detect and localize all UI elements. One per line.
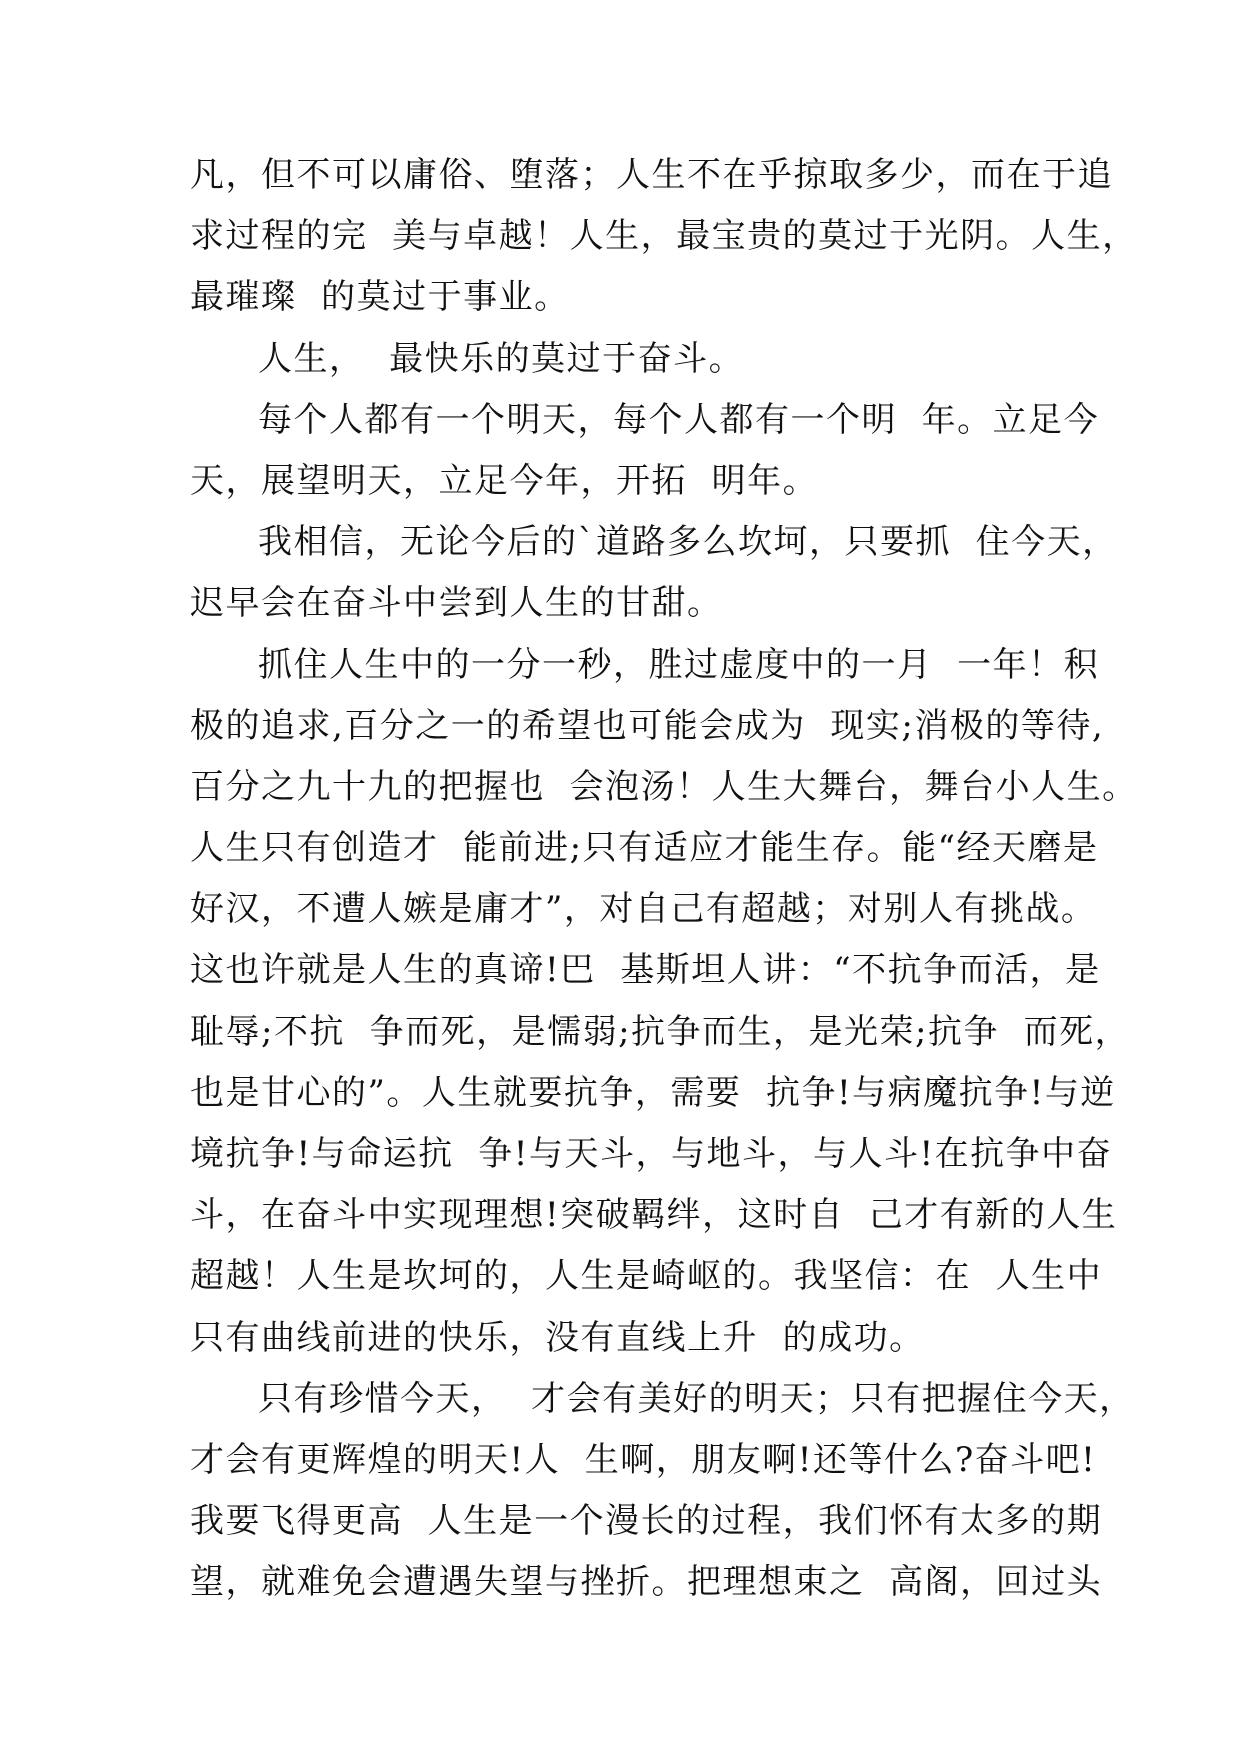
text-line: 凡，但不可以庸俗、堕落；人生不在乎掠取多少，而在于追 xyxy=(190,155,1113,195)
text-line: 斗，在奋斗中实现理想!突破羁绊，这时自 己才有新的人生 xyxy=(190,1195,1118,1236)
text-line: 天，展望明天，立足今年，开拓 明年。 xyxy=(190,460,819,501)
text-line: 耻辱;不抗 争而死，是懦弱;抗争而生，是光荣;抗争 而死， xyxy=(190,1011,1131,1052)
text-line: 只有曲线前进的快乐，没有直线上升 的成功。 xyxy=(190,1317,925,1358)
paragraph-first-line: 我相信，无论今后的`道路多么坎坷，只要抓 住今天， xyxy=(258,522,1118,563)
text-line: 这也许就是人生的真谛!巴 基斯坦人讲：“不抗争而活，是 xyxy=(190,950,1101,991)
document-body xyxy=(190,145,1138,1614)
text-line: 百分之九十九的把握也 会泡汤！人生大舞台，舞台小人生。 xyxy=(190,766,1138,807)
paragraph-first-line: 每个人都有一个明天，每个人都有一个明 年。立足今 xyxy=(258,399,1100,440)
text-line: 迟早会在奋斗中尝到人生的甘甜。 xyxy=(190,583,723,624)
text-line: 也是甘心的”。人生就要抗争，需要 抗争!与病魔抗争!与逆 xyxy=(190,1072,1116,1113)
text-line: 才会有更辉煌的明天!人 生啊，朋友啊!还等什么?奋斗吧! xyxy=(190,1439,1097,1480)
text-line: 最璀璨 的莫过于事业。 xyxy=(190,277,570,318)
text-line: 超越！人生是坎坷的，人生是崎岖的。我坚信：在 人生中 xyxy=(190,1256,1103,1297)
paragraph-first-line: 抓住人生中的一分一秒，胜过虚度中的一月 一年！积 xyxy=(258,644,1100,685)
text-line: 求过程的完 美与卓越！人生，最宝贵的莫过于光阴。人生， xyxy=(190,216,1138,257)
text-line: 好汉，不遭人嫉是庸才”，对自己有超越；对别人有挑战。 xyxy=(190,889,1097,930)
text-line: 我要飞得更高 人生是一个漫长的过程，我们怀有太多的期 xyxy=(190,1501,1103,1542)
paragraph-first-line: 只有珍惜今天， 才会有美好的明天；只有把握住今天， xyxy=(258,1378,1135,1419)
text-line: 人生只有创造才 能前进;只有适应才能生存。能“经天磨是 xyxy=(190,828,1099,869)
text-line: 境抗争!与命运抗 争!与天斗，与地斗，与人斗!在抗争中奋 xyxy=(190,1134,1113,1174)
text-line: 极的追求,百分之一的希望也可能会成为 现实;消极的等待, xyxy=(190,705,1105,746)
paragraph-first-line: 人生， 最快乐的莫过于奋斗。 xyxy=(258,338,745,379)
text-line: 望，就难免会遭遇失望与挫折。把理想束之 高阁，回过头 xyxy=(190,1562,1103,1603)
